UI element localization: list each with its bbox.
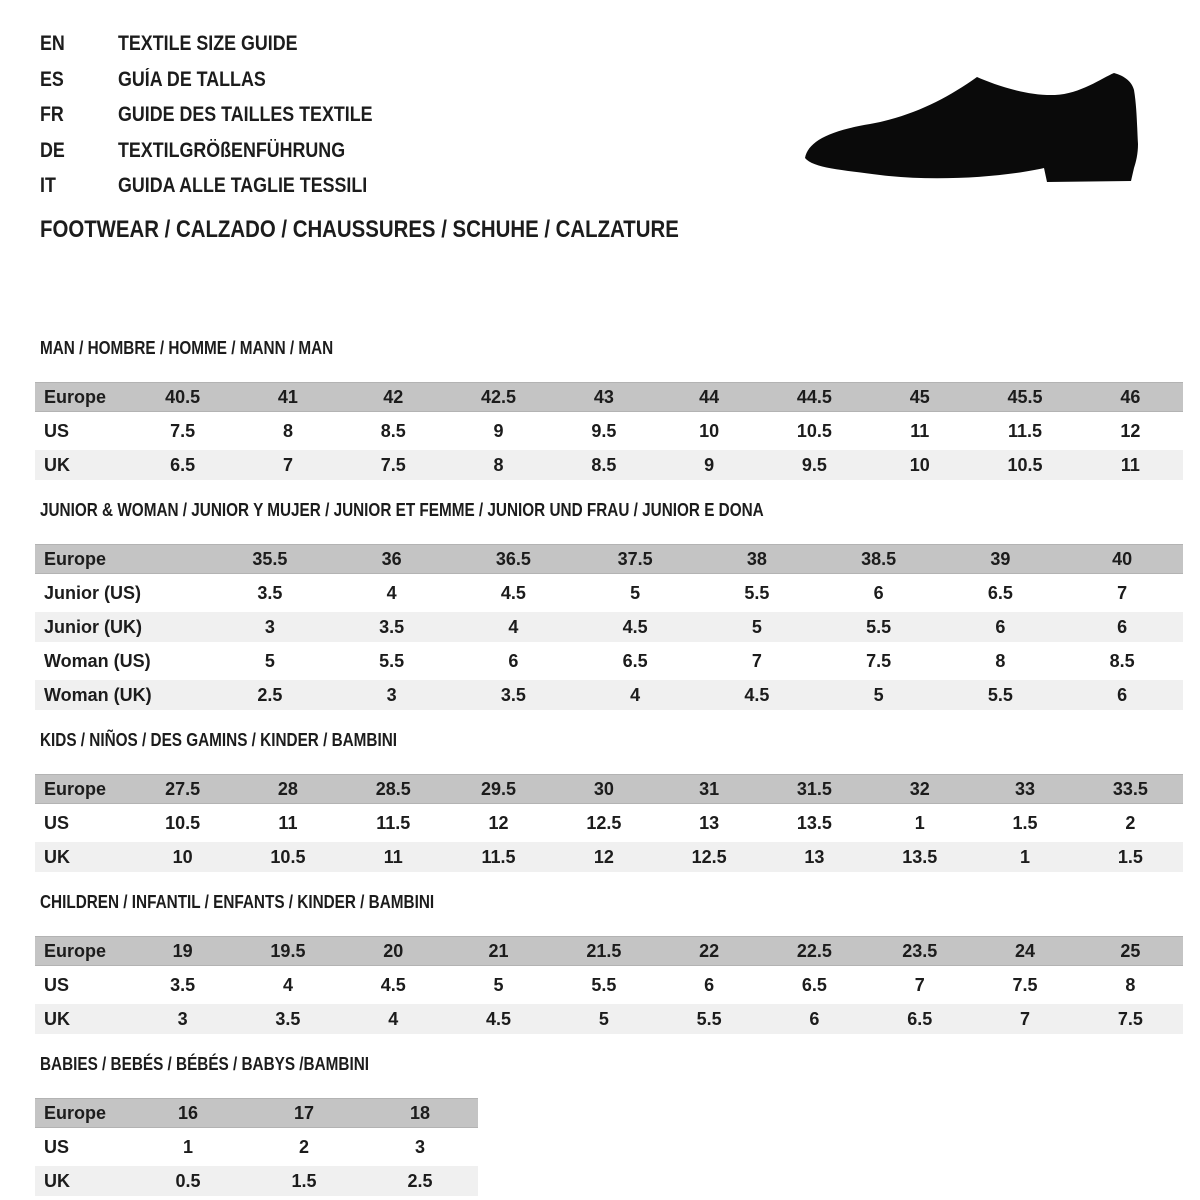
size-value-cell: 6.5	[622, 651, 648, 671]
language-title: GUIDE DES TAILLES TEXTILE	[118, 103, 373, 126]
size-value-cell: 3	[331, 680, 453, 710]
row-label: Europe	[35, 382, 130, 412]
size-value-cell: 45.5	[972, 382, 1077, 412]
language-code: EN	[40, 32, 65, 55]
size-value-cell: 43	[551, 382, 656, 412]
size-value-cell: 7	[1117, 583, 1128, 603]
size-value-cell: 3.5	[453, 680, 575, 710]
size-value-cell: 1	[914, 813, 925, 833]
size-value-cell: 5	[696, 612, 818, 642]
size-value-cell: 8	[282, 421, 293, 441]
size-value-cell: 4.5	[500, 583, 526, 603]
size-value-cell: 38.5	[818, 544, 940, 574]
size-value-cell: 5	[818, 680, 940, 710]
size-value-cell: 11.5	[1008, 421, 1043, 441]
size-value-cell: 7.5	[1078, 1004, 1183, 1034]
size-value-cell: 13	[762, 842, 867, 872]
size-value-cell: 9.5	[591, 421, 617, 441]
size-value-cell: 6.5	[801, 975, 827, 995]
row-label: US	[44, 813, 70, 833]
language-title: GUÍA DE TALLAS	[118, 67, 266, 91]
table-row	[35, 416, 1183, 446]
size-value-cell: 5.5	[656, 1004, 761, 1034]
row-label: UK	[35, 1166, 130, 1196]
category-title: FOOTWEAR / CALZADO / CHAUSSURES / SCHUHE / CALZATURE	[40, 216, 679, 243]
size-value-cell: 20	[341, 936, 446, 966]
size-value-cell: 19	[130, 936, 235, 966]
section-title-kids: KIDS / NIÑOS / DES GAMINS / KINDER / BAMBINI	[40, 730, 398, 750]
language-title-block	[40, 26, 417, 204]
size-value-cell: 45	[867, 382, 972, 412]
size-value-cell: 38	[696, 544, 818, 574]
size-value-cell: 44	[656, 382, 761, 412]
section-title-babies: BABIES / BEBÉS / BÉBÉS / BABYS /BAMBINI	[40, 1054, 370, 1074]
language-code: IT	[40, 174, 56, 197]
size-value-cell: 12	[488, 813, 509, 833]
row-label: US	[44, 975, 70, 995]
size-value-cell: 7.5	[170, 421, 196, 441]
size-value-cell: 1.5	[1012, 813, 1038, 833]
table-row	[35, 842, 1183, 872]
size-value-cell: 16	[130, 1098, 246, 1128]
table-row	[35, 1132, 478, 1162]
table-row	[35, 382, 1183, 412]
size-value-cell: 25	[1078, 936, 1183, 966]
size-value-cell: 36.5	[453, 544, 575, 574]
size-value-cell: 6	[762, 1004, 867, 1034]
size-value-cell: 6	[1061, 680, 1183, 710]
row-label: Europe	[35, 544, 209, 574]
size-value-cell: 7	[914, 975, 925, 995]
size-value-cell: 4	[453, 612, 575, 642]
size-value-cell: 1	[182, 1137, 193, 1157]
size-value-cell: 31	[656, 774, 761, 804]
table-row	[35, 1166, 478, 1196]
section-man	[35, 338, 1183, 484]
size-value-cell: 3	[130, 1004, 235, 1034]
size-value-cell: 7.5	[1012, 975, 1038, 995]
section-children	[35, 892, 1183, 1038]
section-title-children: CHILDREN / INFANTIL / ENFANTS / KINDER / BAMBINI	[40, 892, 435, 912]
size-value-cell: 3.5	[170, 975, 196, 995]
size-value-cell: 11.5	[376, 813, 411, 833]
size-value-cell: 21	[446, 936, 551, 966]
size-value-cell: 12.5	[586, 813, 622, 833]
language-row	[40, 133, 417, 169]
table-row	[35, 544, 1183, 574]
size-value-cell: 4.5	[446, 1004, 551, 1034]
row-label: US	[44, 1137, 70, 1157]
language-row	[40, 97, 417, 133]
size-value-cell: 4	[386, 583, 397, 603]
size-value-cell: 12.5	[656, 842, 761, 872]
size-value-cell: 39	[940, 544, 1062, 574]
size-value-cell: 5.5	[940, 680, 1062, 710]
size-table-kids	[35, 770, 1183, 876]
size-value-cell: 9	[656, 450, 761, 480]
size-value-cell: 36	[331, 544, 453, 574]
table-row	[35, 1098, 478, 1128]
table-row	[35, 774, 1183, 804]
size-value-cell: 5.5	[379, 651, 405, 671]
size-value-cell: 37.5	[574, 544, 696, 574]
size-value-cell: 10.5	[165, 813, 201, 833]
size-value-cell: 44.5	[762, 382, 867, 412]
size-value-cell: 2.5	[362, 1166, 478, 1196]
size-value-cell: 12	[1120, 421, 1141, 441]
size-value-cell: 8.5	[551, 450, 656, 480]
size-value-cell: 11	[1078, 450, 1183, 480]
row-label: Europe	[35, 1098, 130, 1128]
size-value-cell: 28.5	[341, 774, 446, 804]
row-label: Junior (US)	[44, 583, 141, 603]
size-value-cell: 9	[493, 421, 504, 441]
language-title: TEXTILE SIZE GUIDE	[118, 32, 298, 55]
size-value-cell: 40.5	[130, 382, 235, 412]
size-value-cell: 23.5	[867, 936, 972, 966]
size-value-cell: 3.5	[235, 1004, 340, 1034]
size-value-cell: 4.5	[380, 975, 406, 995]
size-value-cell: 17	[246, 1098, 362, 1128]
size-value-cell: 4.5	[696, 680, 818, 710]
size-table-junior-woman	[35, 540, 1183, 714]
size-value-cell: 8.5	[380, 421, 406, 441]
table-row	[35, 578, 1183, 608]
size-value-cell: 8	[995, 651, 1006, 671]
section-babies	[35, 1054, 1183, 1200]
size-value-cell: 13.5	[796, 813, 832, 833]
size-value-cell: 11.5	[446, 842, 551, 872]
size-value-cell: 4	[282, 975, 293, 995]
size-value-cell: 33.5	[1078, 774, 1183, 804]
size-table-babies	[35, 1094, 478, 1200]
size-value-cell: 10	[130, 842, 235, 872]
row-label: Junior (UK)	[35, 612, 209, 642]
size-value-cell: 19.5	[235, 936, 340, 966]
table-row	[35, 680, 1183, 710]
size-value-cell: 32	[867, 774, 972, 804]
size-value-cell: 2	[298, 1137, 309, 1157]
size-value-cell: 3.5	[257, 583, 283, 603]
language-title: TEXTILGRÖßENFÜHRUNG	[118, 138, 346, 162]
size-value-cell: 3	[209, 612, 331, 642]
size-value-cell: 11	[910, 421, 930, 441]
size-value-cell: 22	[656, 936, 761, 966]
size-value-cell: 13.5	[867, 842, 972, 872]
size-value-cell: 5	[264, 651, 275, 671]
row-label: US	[44, 421, 70, 441]
size-value-cell: 7.5	[341, 450, 446, 480]
size-value-cell: 4	[574, 680, 696, 710]
size-value-cell: 8.5	[1109, 651, 1135, 671]
size-value-cell: 7	[235, 450, 340, 480]
size-value-cell: 10	[867, 450, 972, 480]
size-value-cell: 0.5	[130, 1166, 246, 1196]
table-row	[35, 808, 1183, 838]
table-row	[35, 936, 1183, 966]
size-value-cell: 5.5	[744, 583, 770, 603]
language-row	[40, 62, 417, 98]
size-value-cell: 7	[972, 1004, 1077, 1034]
size-value-cell: 8	[1125, 975, 1136, 995]
size-value-cell: 2	[1125, 813, 1136, 833]
size-value-cell: 5	[551, 1004, 656, 1034]
size-value-cell: 11	[278, 813, 298, 833]
row-label: Woman (US)	[44, 651, 151, 671]
row-label: Europe	[35, 936, 130, 966]
section-title-junior-woman: JUNIOR & WOMAN / JUNIOR Y MUJER / JUNIOR ET FEMME / JUNIOR UND FRAU / JUNIOR E DONA	[40, 500, 764, 520]
size-value-cell: 1	[972, 842, 1077, 872]
size-value-cell: 9.5	[762, 450, 867, 480]
size-value-cell: 5.5	[818, 612, 940, 642]
shoe-icon	[780, 40, 1200, 260]
size-value-cell: 5	[630, 583, 641, 603]
table-row	[35, 970, 1183, 1000]
section-kids	[35, 730, 1183, 876]
size-value-cell: 30	[551, 774, 656, 804]
size-value-cell: 6.5	[130, 450, 235, 480]
language-code: FR	[40, 103, 64, 126]
size-value-cell: 40	[1061, 544, 1183, 574]
size-value-cell: 7.5	[866, 651, 892, 671]
size-value-cell: 6.5	[867, 1004, 972, 1034]
language-row	[40, 168, 417, 204]
size-table-children	[35, 932, 1183, 1038]
section-title-man: MAN / HOMBRE / HOMME / MANN / MAN	[40, 338, 334, 358]
row-label: UK	[35, 1004, 130, 1034]
size-value-cell: 2.5	[209, 680, 331, 710]
row-label: Europe	[35, 774, 130, 804]
size-value-cell: 46	[1078, 382, 1183, 412]
size-value-cell: 3.5	[331, 612, 453, 642]
size-value-cell: 18	[362, 1098, 478, 1128]
size-value-cell: 4.5	[574, 612, 696, 642]
size-value-cell: 12	[551, 842, 656, 872]
size-value-cell: 13	[699, 813, 720, 833]
size-value-cell: 1.5	[1078, 842, 1183, 872]
size-value-cell: 42	[341, 382, 446, 412]
size-value-cell: 28	[235, 774, 340, 804]
language-title: GUIDA ALLE TAGLIE TESSILI	[118, 174, 368, 197]
language-code: DE	[40, 138, 65, 162]
size-value-cell: 4	[341, 1004, 446, 1034]
size-value-cell: 42.5	[446, 382, 551, 412]
size-value-cell: 6	[704, 975, 715, 995]
size-value-cell: 6.5	[987, 583, 1013, 603]
size-table-man	[35, 378, 1183, 484]
size-value-cell: 10.5	[972, 450, 1077, 480]
size-value-cell: 6	[873, 583, 884, 603]
size-value-cell: 21.5	[551, 936, 656, 966]
row-label: UK	[35, 842, 130, 872]
size-value-cell: 33	[972, 774, 1077, 804]
language-row	[40, 26, 417, 62]
size-value-cell: 10.5	[235, 842, 340, 872]
row-label: Woman (UK)	[35, 680, 209, 710]
size-value-cell: 10.5	[796, 421, 832, 441]
row-label: UK	[35, 450, 130, 480]
size-value-cell: 5	[493, 975, 504, 995]
size-value-cell: 35.5	[209, 544, 331, 574]
size-tables	[35, 338, 1183, 1200]
size-value-cell: 7	[751, 651, 762, 671]
size-value-cell: 11	[341, 842, 446, 872]
size-value-cell: 31.5	[762, 774, 867, 804]
table-row	[35, 1004, 1183, 1034]
size-value-cell: 3	[414, 1137, 425, 1157]
table-row	[35, 646, 1183, 676]
size-value-cell: 6	[1061, 612, 1183, 642]
size-value-cell: 6	[940, 612, 1062, 642]
size-value-cell: 27.5	[130, 774, 235, 804]
size-value-cell: 10	[699, 421, 720, 441]
size-value-cell: 22.5	[762, 936, 867, 966]
size-value-cell: 5.5	[591, 975, 617, 995]
size-value-cell: 41	[235, 382, 340, 412]
section-junior-woman	[35, 500, 1183, 714]
table-row	[35, 450, 1183, 480]
size-value-cell: 29.5	[446, 774, 551, 804]
size-value-cell: 8	[446, 450, 551, 480]
size-value-cell: 1.5	[246, 1166, 362, 1196]
size-value-cell: 24	[972, 936, 1077, 966]
language-code: ES	[40, 67, 64, 91]
size-value-cell: 6	[508, 651, 519, 671]
table-row	[35, 612, 1183, 642]
